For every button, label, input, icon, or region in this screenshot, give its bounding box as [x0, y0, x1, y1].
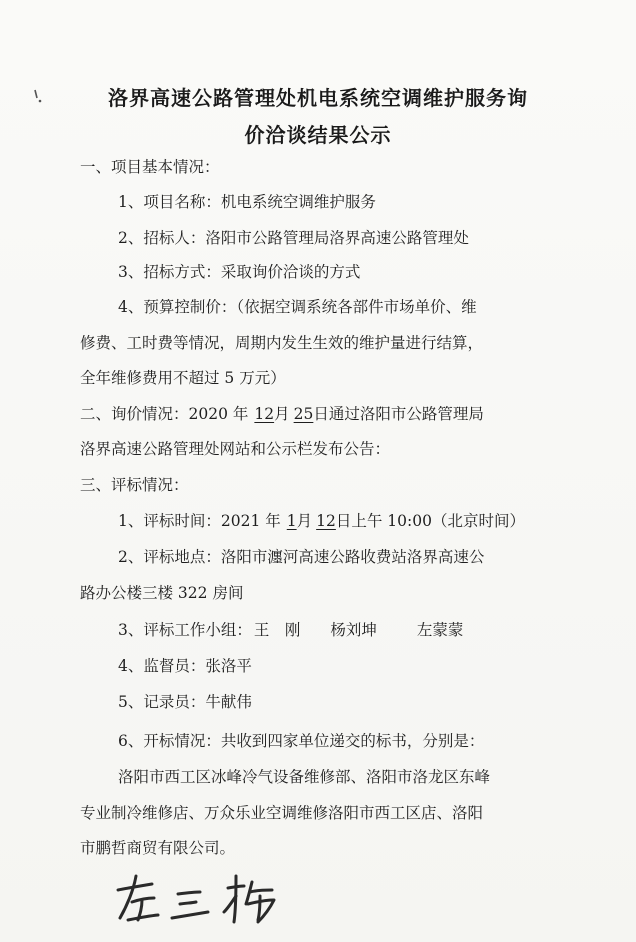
bid-opening: 6、开标情况：共收到四家单位递交的标书，分别是：	[118, 732, 485, 750]
eval-time-month: 1	[286, 512, 297, 530]
group-member-3: 左蒙蒙	[416, 621, 464, 639]
inquiry-day: 25	[293, 405, 314, 423]
evaluation-place-line-1: 2、评标地点：洛阳市瀍河高速公路收费站洛界高速公	[118, 548, 485, 566]
inquiry-prefix: 二、询价情况：2020 年	[80, 405, 249, 423]
eval-time-prefix: 1、评标时间：2021 年	[118, 512, 281, 530]
eval-time-day: 12	[316, 512, 336, 530]
inquiry-line-1	[80, 404, 484, 424]
eval-time-suffix: 日上午 10:00（北京时间）	[335, 512, 525, 530]
section-1-heading: 一、项目基本情况：	[80, 158, 220, 176]
handwritten-signature	[110, 868, 280, 928]
budget-line-2: 修费、工时费等情况，周期内发生生效的维护量进行结算，	[80, 334, 484, 352]
inquiry-month: 12	[254, 405, 275, 423]
document-title-line-2: 价洽谈结果公示	[244, 123, 392, 147]
eval-time-month-suffix: 月	[296, 512, 313, 530]
recorder: 5、记录员：牛献伟	[118, 693, 252, 711]
project-name: 1、项目名称：机电系统空调维护服务	[118, 193, 376, 211]
group-label: 3、评标工作小组：	[118, 621, 252, 639]
evaluation-place-line-2: 路办公楼三楼 322 房间	[80, 584, 244, 602]
supervisor: 4、监督员：张洛平	[118, 657, 252, 675]
bidders-line-1: 洛阳市西工区冰峰冷气设备维修部、洛阳市洛龙区东峰	[118, 768, 491, 786]
bidders-line-2: 专业制冷维修店、万众乐业空调维修洛阳市西工区店、洛阳	[80, 804, 484, 822]
bidding-method: 3、招标方式：采取询价洽谈的方式	[118, 263, 361, 281]
inquiry-suffix: 日通过洛阳市公路管理局	[313, 405, 484, 423]
document-title-line-1: 洛界高速公路管理处机电系统空调维护服务询	[108, 86, 528, 110]
budget-line-1: 4、预算控制价：（依据空调系统各部件市场单价、维	[118, 298, 477, 316]
section-3-heading: 三、评标情况：	[80, 476, 189, 494]
group-member-2: 杨刘坤	[330, 621, 377, 639]
bidders-line-3: 市鹏哲商贸有限公司。	[80, 839, 236, 857]
inquiry-month-suffix: 月	[274, 405, 290, 423]
budget-line-3: 全年维修费用不超过 5 万元）	[80, 369, 286, 387]
inquiry-line-2: 洛界高速公路管理处网站和公示栏发布公告：	[80, 440, 391, 458]
group-member-1: 王 刚	[253, 621, 301, 639]
evaluation-time	[118, 511, 525, 531]
evaluation-group	[118, 620, 463, 640]
tenderer: 2、招标人：洛阳市公路管理局洛界高速公路管理处	[118, 229, 469, 247]
